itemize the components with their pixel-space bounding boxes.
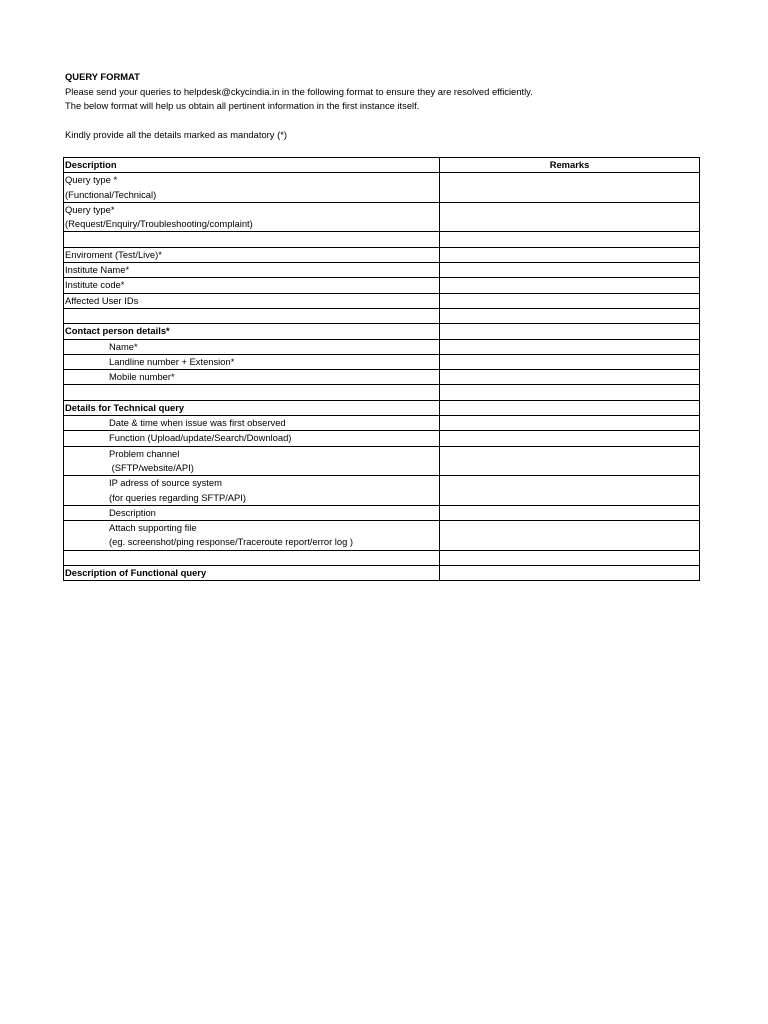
- remarks-cell[interactable]: [440, 416, 700, 431]
- description-cell: [64, 339, 440, 354]
- remarks-cell[interactable]: [440, 324, 700, 339]
- remarks-cell[interactable]: [440, 505, 700, 520]
- description-cell: [64, 385, 440, 400]
- technical-query-section-label: Details for Technical query: [64, 400, 440, 415]
- remarks-cell[interactable]: [440, 173, 700, 203]
- query-type-label: Query type *: [65, 174, 118, 186]
- table-row: [64, 505, 700, 520]
- ip-address-label: IP adress of source system: [109, 477, 222, 489]
- table-row: [64, 263, 700, 278]
- contact-person-section-label: Contact person details*: [64, 324, 440, 339]
- query-format-table: [63, 157, 700, 581]
- remarks-cell[interactable]: [440, 202, 700, 232]
- environment-label: Enviroment (Test/Live)*: [64, 247, 440, 262]
- description-cell: [64, 370, 440, 385]
- description-cell: [64, 416, 440, 431]
- remarks-cell[interactable]: [440, 550, 700, 565]
- remarks-cell[interactable]: [440, 308, 700, 323]
- remarks-cell[interactable]: [440, 566, 700, 581]
- table-row-blank: [64, 232, 700, 247]
- remarks-cell[interactable]: [440, 293, 700, 308]
- description-cell: [64, 550, 440, 565]
- description-cell: [64, 173, 440, 203]
- remarks-cell[interactable]: [440, 247, 700, 262]
- table-row: [64, 354, 700, 369]
- query-type-label: Query type*: [65, 203, 115, 215]
- mobile-number-label: Mobile number*: [109, 371, 175, 383]
- query-type-options: (Request/Enquiry/Troubleshooting/complaint): [65, 218, 253, 230]
- table-row-blank: [64, 308, 700, 323]
- remarks-cell[interactable]: [440, 446, 700, 476]
- ip-address-note: (for queries regarding SFTP/API): [109, 491, 247, 503]
- technical-description-label: Description: [109, 506, 156, 518]
- description-cell: [64, 232, 440, 247]
- remarks-cell[interactable]: [440, 521, 700, 551]
- table-row: [64, 416, 700, 431]
- landline-label: Landline number + Extension*: [109, 355, 235, 367]
- remarks-cell[interactable]: [440, 385, 700, 400]
- table-row: [64, 324, 700, 339]
- table-row: [64, 521, 700, 551]
- table-row: [64, 247, 700, 262]
- description-cell: [64, 446, 440, 476]
- function-label: Function (Upload/update/Search/Download): [109, 432, 292, 444]
- contact-name-label: Name*: [109, 340, 138, 352]
- table-row: [64, 202, 700, 232]
- description-column-header: Description: [64, 158, 440, 173]
- table-row-blank: [64, 385, 700, 400]
- blank-line: [65, 114, 705, 129]
- institute-name-label: Institute Name*: [64, 263, 440, 278]
- remarks-cell[interactable]: [440, 354, 700, 369]
- instruction-line-1: Please send your queries to helpdesk@ckycindia.in in the following format to ensure they are resolved efficiently.: [65, 85, 533, 97]
- query-type-options: (Functional/Technical): [65, 188, 157, 200]
- remarks-cell[interactable]: [440, 431, 700, 446]
- remarks-cell[interactable]: [440, 476, 700, 506]
- table-row: [64, 566, 700, 581]
- table-row: [64, 278, 700, 293]
- description-cell: [64, 431, 440, 446]
- affected-user-ids-label: Affected User IDs: [64, 293, 440, 308]
- table-row: [64, 293, 700, 308]
- attach-file-label: Attach supporting file: [109, 522, 197, 534]
- table-row: [64, 370, 700, 385]
- functional-query-section-label: Description of Functional query: [64, 566, 440, 581]
- problem-channel-options: (SFTP/website/API): [109, 461, 194, 473]
- description-cell: [64, 476, 440, 506]
- table-row: [64, 339, 700, 354]
- table-row: [64, 476, 700, 506]
- mandatory-note: Kindly provide all the details marked as mandatory (*): [65, 129, 287, 141]
- remarks-cell[interactable]: [440, 339, 700, 354]
- document-title: QUERY FORMAT: [65, 71, 140, 82]
- description-cell: [64, 308, 440, 323]
- table-header-row: [64, 158, 700, 173]
- table-row: [64, 173, 700, 203]
- issue-date-time-label: Date & time when issue was first observed: [109, 417, 286, 429]
- table-row: [64, 400, 700, 415]
- remarks-column-header: Remarks: [440, 158, 700, 173]
- table-row-blank: [64, 550, 700, 565]
- remarks-cell[interactable]: [440, 278, 700, 293]
- description-cell: [64, 354, 440, 369]
- query-format-header: [65, 70, 705, 143]
- table-row: [64, 431, 700, 446]
- problem-channel-label: Problem channel: [109, 447, 180, 459]
- attach-file-examples: (eg. screenshot/ping response/Traceroute report/error log ): [109, 536, 354, 548]
- remarks-cell[interactable]: [440, 370, 700, 385]
- instruction-line-2: The below format will help us obtain all pertinent information in the first instance itself.: [65, 100, 420, 112]
- description-cell: [64, 521, 440, 551]
- table-row: [64, 446, 700, 476]
- remarks-cell[interactable]: [440, 232, 700, 247]
- remarks-cell[interactable]: [440, 400, 700, 415]
- description-cell: [64, 202, 440, 232]
- institute-code-label: Institute code*: [64, 278, 440, 293]
- description-cell: [64, 505, 440, 520]
- remarks-cell[interactable]: [440, 263, 700, 278]
